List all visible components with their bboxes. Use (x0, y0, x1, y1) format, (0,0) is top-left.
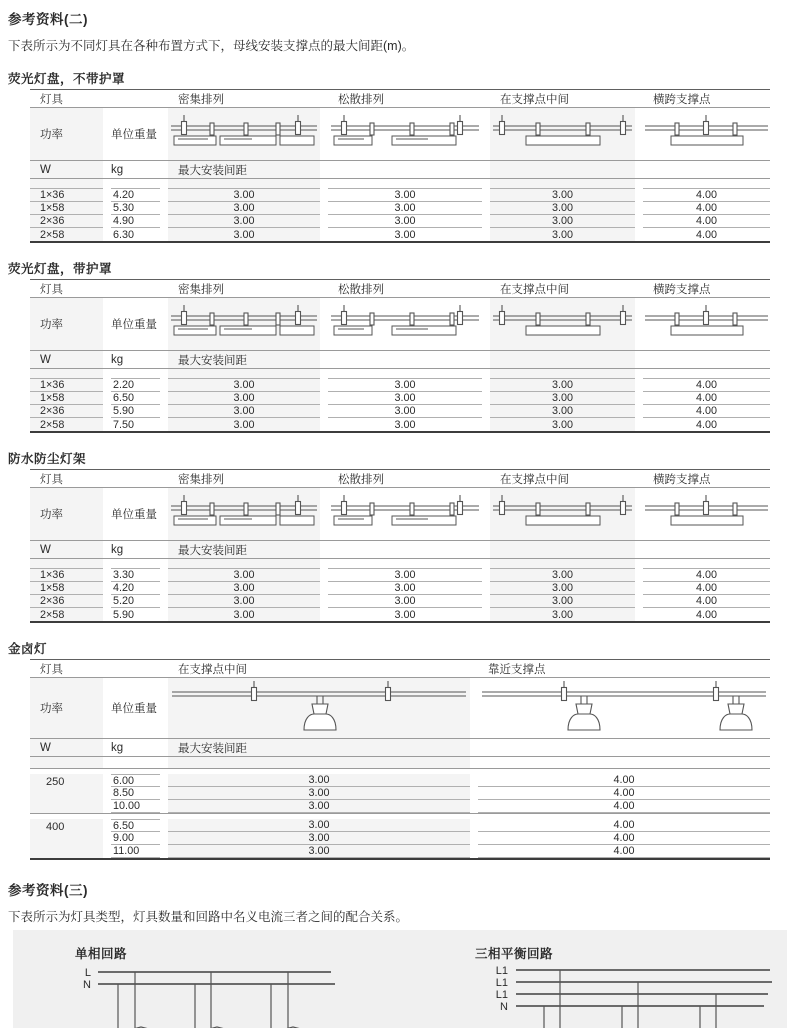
mid-support-diagram (490, 298, 635, 350)
header-near-support: 靠近支撑点 (488, 663, 546, 676)
table-cell: 2×58 (30, 418, 103, 431)
table-cell: 4.20 (111, 189, 160, 202)
header-mid-support: 在支撑点中间 (500, 283, 569, 296)
table-cell: 6.30 (113, 228, 135, 241)
table-row (30, 202, 770, 215)
spacer-row (30, 559, 770, 569)
table-body (30, 569, 770, 621)
table-cell: 3.00 (168, 392, 320, 405)
header-luminaire: 灯具 (40, 473, 63, 486)
loose-arrangement-diagram (328, 108, 482, 160)
power-group-400 (30, 814, 770, 858)
table-cell: 2×36 (30, 215, 103, 228)
table-cell: 3.00 (168, 800, 470, 813)
table-cell: 1×58 (30, 582, 103, 595)
table-cell: 3.00 (168, 582, 320, 595)
table3-title: 防水防尘灯架 (8, 452, 87, 466)
diagram-row (30, 678, 770, 739)
power-value: 400 (46, 821, 65, 833)
table-cell: 3.00 (168, 418, 320, 431)
across-support-diagram (643, 108, 770, 160)
table-cell: 3.00 (168, 379, 320, 392)
table-cell: 4.00 (643, 189, 770, 202)
table-cell: 10.00 (111, 800, 160, 813)
across-support-diagram (643, 488, 770, 540)
table-cell: 8.50 (111, 787, 160, 800)
table-row (30, 189, 770, 202)
label-power: 功率 (30, 488, 103, 540)
section2-title: 参考资料(二) (8, 12, 88, 27)
table-cell: 3.00 (490, 608, 635, 621)
units-row (30, 351, 770, 369)
diagram-row (30, 108, 770, 161)
units-row (30, 161, 770, 179)
table-cell: 4.00 (478, 787, 770, 800)
loose-arrangement-diagram (328, 488, 482, 540)
table-cell: 4.00 (478, 845, 770, 858)
table-cell: 4.00 (478, 774, 770, 787)
table-cell: 3.00 (328, 189, 482, 202)
table-cell: 9.00 (111, 832, 160, 845)
table-fluorescent-with-cover (30, 279, 770, 433)
header-dense: 密集排列 (178, 283, 224, 296)
table-cell: 4.00 (643, 215, 770, 228)
unit-w: W (30, 351, 103, 368)
table-cell: 3.00 (168, 189, 320, 202)
table-row (30, 215, 770, 228)
line-label-L: L (84, 967, 91, 979)
table-cell: 3.00 (328, 595, 482, 608)
table-cell: 3.00 (168, 832, 470, 845)
table-cell: 3.00 (490, 595, 635, 608)
table-cell: 1×36 (30, 569, 103, 582)
table-row (30, 392, 770, 405)
table-cell: 3.00 (168, 845, 470, 858)
table4-title: 金卤灯 (8, 642, 48, 656)
label-max-spacing: 最大安装间距 (168, 161, 320, 178)
table-row (30, 582, 770, 595)
unit-kg: kg (111, 353, 124, 366)
table-cell: 3.00 (168, 595, 320, 608)
table-cell: 4.90 (111, 215, 160, 228)
table-body (30, 189, 770, 241)
table-cell: 5.90 (113, 608, 135, 621)
table-cell: 3.00 (394, 608, 416, 621)
table-cell: 6.50 (111, 392, 160, 405)
header-luminaire: 灯具 (40, 663, 63, 676)
line-label-L1b: L1 (495, 977, 508, 989)
header-loose: 松散排列 (338, 283, 384, 296)
table-cell: 3.00 (168, 819, 470, 832)
table-cell: 6.00 (111, 774, 160, 787)
table-cell: 1×58 (30, 202, 103, 215)
table-cell: 3.00 (490, 582, 635, 595)
table-cell: 3.00 (168, 228, 320, 241)
table-cell: 4.00 (478, 819, 770, 832)
table-row (30, 379, 770, 392)
table-cell: 3.00 (490, 379, 635, 392)
units-row (30, 739, 770, 757)
label-unit-weight: 单位重量 (111, 129, 157, 141)
header-dense: 密集排列 (178, 93, 224, 106)
table-cell: 6.50 (111, 819, 160, 832)
spacer-row (30, 369, 770, 379)
table-cell: 2×36 (30, 405, 103, 418)
table-fluorescent-no-cover (30, 89, 770, 243)
table-cell: 3.00 (328, 379, 482, 392)
table-cell: 3.00 (168, 202, 320, 215)
unit-w: W (30, 161, 103, 178)
table-row (30, 774, 770, 787)
table-cell: 3.00 (168, 774, 470, 787)
header-across-support: 横跨支撑点 (653, 93, 711, 106)
table-cell: 3.00 (490, 405, 635, 418)
table-row (30, 787, 770, 800)
table-cell: 4.00 (643, 202, 770, 215)
near-support-lamp-diagram (478, 678, 770, 738)
table-cell: 3.00 (168, 608, 320, 621)
label-power: 功率 (30, 298, 103, 350)
mid-support-diagram (490, 488, 635, 540)
table-cell: 2.20 (111, 379, 160, 392)
label-max-spacing: 最大安装间距 (168, 351, 320, 368)
table-row (30, 832, 770, 845)
line-label-L1c: L1 (495, 989, 508, 1001)
table-cell: 3.00 (328, 405, 482, 418)
table-cell: 11.00 (111, 845, 160, 858)
table-cell: 4.00 (643, 582, 770, 595)
table-cell: 3.00 (328, 582, 482, 595)
table-cell: 3.00 (490, 228, 635, 241)
table-cell: 3.00 (394, 228, 416, 241)
table-row (30, 608, 770, 621)
table-row (30, 405, 770, 418)
power-value: 250 (46, 776, 65, 788)
table-cell: 3.00 (328, 569, 482, 582)
header-luminaire: 灯具 (40, 93, 63, 106)
table-row (30, 228, 770, 241)
loose-arrangement-diagram (328, 298, 482, 350)
table-cell: 4.00 (478, 832, 770, 845)
section2-intro: 下表所示为不同灯具在各种布置方式下，母线安装支撑点的最大间距(m)。 (8, 39, 415, 53)
header-mid-support: 在支撑点中间 (500, 473, 569, 486)
table-cell: 3.00 (168, 787, 470, 800)
table-cell: 4.00 (643, 405, 770, 418)
table-cell: 5.20 (111, 595, 160, 608)
diagram-row (30, 488, 770, 541)
table-cell: 3.00 (168, 215, 320, 228)
label-power: 功率 (30, 108, 103, 160)
table-waterproof-dustproof (30, 469, 770, 623)
section3-intro: 下表所示为灯具类型，灯具数量和回路中名义电流三者之间的配合关系。 (8, 910, 409, 924)
table-cell-empty (30, 800, 103, 813)
table-row (30, 819, 770, 832)
circuit-diagrams-panel (13, 930, 787, 1028)
dense-arrangement-diagram (168, 298, 320, 350)
table-cell: 3.00 (168, 405, 320, 418)
table-cell: 3.00 (490, 418, 635, 431)
table-row (30, 845, 770, 858)
mid-support-lamp-diagram (168, 678, 470, 738)
label-unit-weight: 单位重量 (111, 509, 157, 521)
diagram-row (30, 298, 770, 351)
section3-title: 参考资料(三) (8, 883, 88, 898)
header-blank (111, 90, 160, 107)
table-cell: 4.20 (111, 582, 160, 595)
single-phase-title: 单相回路 (75, 947, 128, 961)
three-phase-circuit-diagram (448, 962, 783, 1028)
table-metal-halide (30, 659, 770, 860)
table-cell: 3.00 (490, 189, 635, 202)
unit-w: W (30, 541, 103, 558)
table-row (30, 595, 770, 608)
table-cell: 7.50 (113, 418, 135, 431)
power-group-250 (30, 769, 770, 814)
units-row (30, 541, 770, 559)
line-label-L1a: L1 (495, 965, 508, 977)
table-cell: 4.00 (643, 379, 770, 392)
table-row (30, 569, 770, 582)
group-body (30, 774, 770, 813)
label-max-spacing: 最大安装间距 (168, 739, 470, 756)
table-cell: 3.00 (328, 392, 482, 405)
label-power: 功率 (30, 678, 103, 738)
single-phase-circuit-diagram (63, 962, 393, 1028)
table-cell-empty (30, 845, 103, 858)
table-cell: 3.00 (490, 215, 635, 228)
line-label-N: N (500, 1001, 508, 1013)
header-dense: 密集排列 (178, 473, 224, 486)
table-cell: 1×36 (30, 379, 103, 392)
across-support-diagram (643, 298, 770, 350)
dense-arrangement-diagram (168, 108, 320, 160)
table-cell: 1×36 (30, 189, 103, 202)
table-cell: 3.00 (328, 202, 482, 215)
header-across-support: 横跨支撑点 (653, 473, 711, 486)
table-cell: 3.00 (328, 215, 482, 228)
header-mid-support: 在支撑点中间 (500, 93, 569, 106)
unit-kg: kg (111, 543, 124, 556)
table-cell: 4.00 (695, 228, 717, 241)
table-cell: 2×58 (30, 608, 103, 621)
table-cell-empty (30, 819, 103, 832)
table-cell: 4.00 (643, 569, 770, 582)
mid-support-diagram (490, 108, 635, 160)
header-loose: 松散排列 (338, 93, 384, 106)
header-mid-support: 在支撑点中间 (178, 663, 247, 676)
unit-kg: kg (111, 741, 124, 754)
table-cell: 3.00 (490, 202, 635, 215)
table-cell: 3.30 (111, 569, 160, 582)
line-label-N: N (83, 979, 91, 991)
label-unit-weight: 单位重量 (111, 703, 157, 715)
table-cell: 4.00 (695, 608, 717, 621)
table-cell: 3.00 (394, 418, 416, 431)
table1-title: 荧光灯盘，不带护罩 (8, 72, 126, 86)
table2-title: 荧光灯盘，带护罩 (8, 262, 113, 276)
table-cell: 3.00 (168, 569, 320, 582)
dense-arrangement-diagram (168, 488, 320, 540)
table-cell: 4.00 (643, 595, 770, 608)
table-body (30, 379, 770, 431)
header-across-support: 横跨支撑点 (653, 283, 711, 296)
header-loose: 松散排列 (338, 473, 384, 486)
table-cell-empty (30, 787, 103, 800)
table-cell: 1×58 (30, 392, 103, 405)
table-row (30, 418, 770, 431)
table-cell: 3.00 (490, 569, 635, 582)
spacer-row (30, 757, 770, 769)
table-row (30, 800, 770, 813)
table-cell: 5.90 (111, 405, 160, 418)
spacer-row (30, 179, 770, 189)
table-cell: 2×58 (30, 228, 103, 241)
table-cell: 4.00 (695, 418, 717, 431)
table-cell: 4.00 (478, 800, 770, 813)
table-cell: 3.00 (490, 392, 635, 405)
table-cell: 2×36 (30, 595, 103, 608)
table-header-row (30, 470, 770, 488)
label-unit-weight: 单位重量 (111, 319, 157, 331)
table-cell: 5.30 (111, 202, 160, 215)
group-body (30, 819, 770, 858)
label-max-spacing: 最大安装间距 (168, 541, 320, 558)
table-cell-empty (30, 774, 103, 787)
table-header-row (30, 660, 770, 678)
three-phase-title: 三相平衡回路 (475, 947, 554, 961)
table-cell: 4.00 (643, 392, 770, 405)
table-header-row (30, 280, 770, 298)
table-header-row (30, 90, 770, 108)
header-luminaire: 灯具 (40, 283, 63, 296)
unit-kg: kg (111, 163, 124, 176)
unit-w: W (30, 739, 103, 756)
table-cell-empty (30, 832, 103, 845)
